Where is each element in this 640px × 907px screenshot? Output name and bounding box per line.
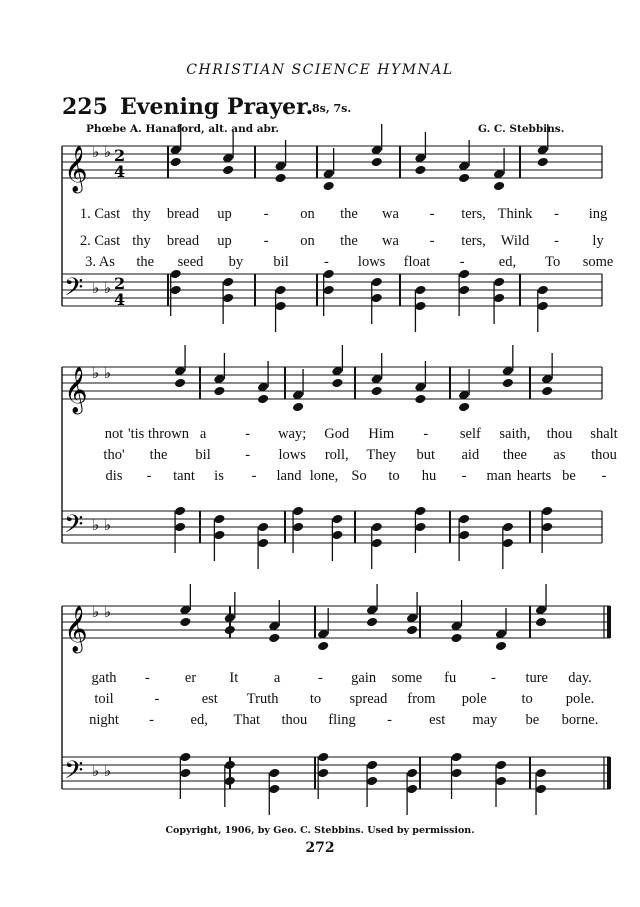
note-head <box>292 522 304 533</box>
note-head <box>493 277 505 288</box>
note-head <box>493 293 505 304</box>
lyric-syllable: ly <box>592 233 604 249</box>
time-signature-bottom: 4 <box>114 162 126 181</box>
lyric-syllable: is <box>214 468 224 484</box>
note-head <box>458 530 470 541</box>
treble-clef-icon: 𝄞 <box>64 146 88 192</box>
note-head <box>414 165 426 176</box>
lyric-syllable: Think <box>497 206 533 222</box>
lyric-syllable: but <box>416 447 436 463</box>
lyric-syllable: some <box>391 670 423 686</box>
lyric-syllable: Him <box>368 426 395 442</box>
key-signature: ♭ ♭ <box>92 762 111 780</box>
note-head <box>458 514 470 525</box>
note-head <box>274 285 286 296</box>
lyric-syllable: - <box>245 447 251 463</box>
note-head <box>257 538 269 549</box>
lyric-syllable: seed <box>177 254 204 270</box>
lyric-syllable: - <box>251 468 257 484</box>
lyric-syllable: God <box>324 426 350 442</box>
bass-clef-icon: 𝄢 <box>64 510 84 545</box>
lyric-syllable: - <box>461 468 467 484</box>
note-head <box>317 641 329 652</box>
note-head <box>366 617 378 628</box>
lyric-syllable: - <box>263 206 269 222</box>
key-signature: ♭ ♭ <box>92 603 111 621</box>
lyric-syllable: be <box>525 712 540 728</box>
bass-staff <box>62 506 602 569</box>
lyric-syllable: from <box>407 691 436 707</box>
lyric-syllable: ed, <box>190 712 208 728</box>
lyric-syllable: be <box>562 468 576 484</box>
note-head <box>502 538 514 549</box>
lyric-syllable: gath <box>91 670 117 686</box>
hymn-composer: G. C. Stebbins. <box>478 123 565 135</box>
note-head <box>331 378 343 389</box>
lyric-syllable: the <box>340 206 358 222</box>
hymn-title: Evening Prayer. <box>120 94 314 120</box>
lyric-syllable: a <box>199 426 207 442</box>
note-head <box>406 768 418 779</box>
note-head <box>170 285 182 296</box>
note-head <box>495 760 507 771</box>
note-head <box>322 285 334 296</box>
treble-staff <box>62 584 610 654</box>
lyric-syllable: 'tis thrown <box>128 426 190 442</box>
note-head <box>541 386 553 397</box>
note-head <box>366 776 378 787</box>
note-head <box>450 752 462 763</box>
lyric-syllable: - <box>554 233 559 249</box>
lyric-syllable: fu <box>444 670 457 686</box>
lyric-syllable: the <box>340 233 358 249</box>
lyric-syllable: er <box>184 670 197 686</box>
lyric-syllable: some <box>582 254 614 270</box>
note-head <box>535 784 547 795</box>
lyric-syllable: pole <box>461 691 487 707</box>
lyric-syllable: borne. <box>561 712 599 728</box>
treble-staff <box>62 345 602 415</box>
lyric-syllable: thy <box>132 206 151 222</box>
lyric-syllable: thee <box>502 447 527 463</box>
note-head <box>493 181 505 192</box>
running-head: CHRISTIAN SCIENCE HYMNAL <box>186 62 454 78</box>
note-head <box>537 157 549 168</box>
note-head <box>495 776 507 787</box>
lyric-syllable: fling <box>328 712 356 728</box>
key-signature: ♭ ♭ <box>92 143 111 161</box>
hymn-author: Phœbe A. Hanaford, alt. and abr. <box>86 123 280 135</box>
lyric-syllable: night <box>89 712 119 728</box>
note-head <box>537 301 549 312</box>
lyric-syllable: That <box>233 712 261 728</box>
lyric-syllable: lows <box>357 254 386 270</box>
lyric-syllable: lone, <box>309 468 339 484</box>
lyric-syllable: - <box>459 254 465 270</box>
note-head <box>371 293 383 304</box>
note-head <box>414 522 426 533</box>
lyric-syllable: - <box>423 426 429 442</box>
note-head <box>535 617 547 628</box>
lyric-syllable: saith, <box>499 426 531 442</box>
lyric-syllable: the <box>136 254 155 270</box>
lyric-syllable: tant <box>173 468 195 484</box>
lyric-syllable: - <box>149 712 155 728</box>
lyric-syllable: thou <box>281 712 308 728</box>
lyric-syllable: est <box>429 712 446 728</box>
time-signature-top: 2 <box>114 146 126 165</box>
lyric-syllable: - <box>601 468 607 484</box>
note-head <box>213 530 225 541</box>
lyric-syllable: 3. As <box>85 254 115 270</box>
lyric-syllable: est <box>201 691 218 707</box>
lyric-syllable: self <box>459 426 481 442</box>
note-head <box>170 157 182 168</box>
note-head <box>174 522 186 533</box>
key-signature: ♭ ♭ <box>92 516 111 534</box>
lyric-syllable: way; <box>278 426 307 442</box>
lyric-syllable: - <box>323 254 329 270</box>
lyric-syllable: bread <box>166 206 200 222</box>
lyric-syllable: - <box>144 670 150 686</box>
lyric-syllable: not <box>104 426 124 442</box>
lyric-syllable: 1. Cast <box>79 206 121 222</box>
lyric-syllable: bil <box>273 254 289 270</box>
note-head <box>414 394 426 405</box>
note-head <box>257 394 269 405</box>
note-head <box>371 538 383 549</box>
lyric-syllable: Wild <box>500 233 530 249</box>
lyric-syllable: thou <box>546 426 573 442</box>
lyric-syllable: bil <box>195 447 211 463</box>
lyric-syllable: gain <box>351 670 377 686</box>
note-head <box>495 641 507 652</box>
lyric-syllable: To <box>545 254 561 270</box>
note-head <box>414 301 426 312</box>
note-head <box>179 752 191 763</box>
note-head <box>274 173 286 184</box>
lyric-syllable: - <box>146 468 152 484</box>
lyric-syllable: to <box>521 691 533 707</box>
note-head <box>458 285 470 296</box>
note-head <box>458 173 470 184</box>
lyric-syllable: pole. <box>565 691 595 707</box>
lyric-syllable: wa <box>382 233 399 249</box>
lyric-syllable: - <box>317 670 323 686</box>
lyric-syllable: - <box>491 670 496 686</box>
lyric-syllable: on <box>300 206 315 222</box>
note-head <box>502 522 514 533</box>
lyric-syllable: thy <box>132 233 151 249</box>
lyric-syllable: ture <box>525 670 548 686</box>
note-head <box>292 402 304 413</box>
lyric-syllable: float <box>403 254 431 270</box>
lyric-syllable: may <box>472 712 498 728</box>
lyric-syllable: to <box>309 691 322 707</box>
lyric-syllable: up <box>217 233 232 249</box>
note-head <box>537 285 549 296</box>
hymn-number: 225 <box>62 94 108 120</box>
lyric-syllable: shalt <box>590 426 618 442</box>
bass-clef-icon: 𝄢 <box>64 756 84 791</box>
note-head <box>179 617 191 628</box>
lyric-syllable: ing <box>588 206 608 222</box>
bass-staff <box>62 752 610 815</box>
note-head <box>535 768 547 779</box>
note-head <box>213 386 225 397</box>
note-head <box>317 752 329 763</box>
note-head <box>541 506 553 517</box>
key-signature: ♭ ♭ <box>92 279 111 297</box>
lyric-syllable: toil <box>94 691 114 707</box>
page-number: 272 <box>305 840 335 856</box>
note-head <box>257 522 269 533</box>
note-head <box>268 784 280 795</box>
lyric-syllable: ed, <box>498 254 517 270</box>
lyric-syllable: day. <box>568 670 592 686</box>
lyric-syllable: a <box>273 670 281 686</box>
lyric-syllable: up <box>217 206 232 222</box>
lyric-syllable: land <box>276 468 302 484</box>
lyric-syllable: ters, <box>461 233 486 249</box>
note-head <box>406 784 418 795</box>
system-1 <box>62 124 602 332</box>
note-head <box>213 514 225 525</box>
lyric-syllable: tho' <box>103 447 125 463</box>
lyric-syllable: the <box>149 447 168 463</box>
lyric-syllable: - <box>245 426 251 442</box>
lyric-syllable: roll, <box>324 447 349 463</box>
note-head <box>222 293 234 304</box>
lyric-syllable: - <box>387 712 393 728</box>
lyric-syllable: thou <box>591 447 617 463</box>
lyric-syllable: - <box>154 691 160 707</box>
lyric-syllable: - <box>429 206 435 222</box>
lyric-syllable: to <box>388 468 400 484</box>
lyric-syllable: Truth <box>246 691 279 707</box>
hymn-meter: 8s, 7s. <box>312 102 352 115</box>
note-head <box>371 522 383 533</box>
note-head <box>268 768 280 779</box>
treble-clef-icon: 𝄞 <box>64 606 88 652</box>
note-head <box>317 768 329 779</box>
key-signature: ♭ ♭ <box>92 364 111 382</box>
lyric-syllable: It <box>229 670 239 686</box>
note-head <box>406 625 418 636</box>
note-head <box>371 277 383 288</box>
lyric-syllable: dis <box>105 468 123 484</box>
note-head <box>268 633 280 644</box>
time-signature-bottom: 4 <box>114 290 126 309</box>
note-head <box>366 760 378 771</box>
treble-clef-icon: 𝄞 <box>64 367 88 413</box>
time-signature-top: 2 <box>114 274 126 293</box>
lyric-syllable: bread <box>166 233 200 249</box>
bass-clef-icon: 𝄢 <box>64 273 84 308</box>
lyric-syllable: wa <box>382 206 399 222</box>
lyric-syllable: - <box>429 233 435 249</box>
lyric-syllable: hearts <box>516 468 552 484</box>
lyric-syllable: as <box>553 447 566 463</box>
note-head <box>222 277 234 288</box>
lyric-syllable: ters, <box>461 206 486 222</box>
lyric-syllable: man <box>486 468 512 484</box>
lyric-syllable: - <box>554 206 559 222</box>
note-head <box>292 506 304 517</box>
note-head <box>414 285 426 296</box>
note-head <box>450 768 462 779</box>
note-head <box>174 378 186 389</box>
lyric-syllable: spread <box>349 691 388 707</box>
note-head <box>458 402 470 413</box>
note-head <box>371 157 383 168</box>
lyric-syllable: So <box>351 468 367 484</box>
lyric-syllable: hu <box>421 468 437 484</box>
copyright-notice: Copyright, 1906, by Geo. C. Stebbins. Used by permission. <box>165 825 475 836</box>
lyric-syllable: by <box>228 254 244 270</box>
lyric-syllable: aid <box>461 447 480 463</box>
note-head <box>222 165 234 176</box>
note-head <box>322 181 334 192</box>
note-head <box>541 522 553 533</box>
note-head <box>331 530 343 541</box>
lyric-syllable: - <box>263 233 269 249</box>
note-head <box>502 378 514 389</box>
note-head <box>414 506 426 517</box>
lyric-syllable: 2. Cast <box>79 233 121 249</box>
lyric-syllable: lows <box>278 447 306 463</box>
note-head <box>371 386 383 397</box>
note-head <box>450 633 462 644</box>
note-head <box>274 301 286 312</box>
lyric-syllable: They <box>366 447 397 463</box>
note-head <box>179 768 191 779</box>
note-head <box>331 514 343 525</box>
note-head <box>174 506 186 517</box>
lyric-syllable: on <box>300 233 315 249</box>
